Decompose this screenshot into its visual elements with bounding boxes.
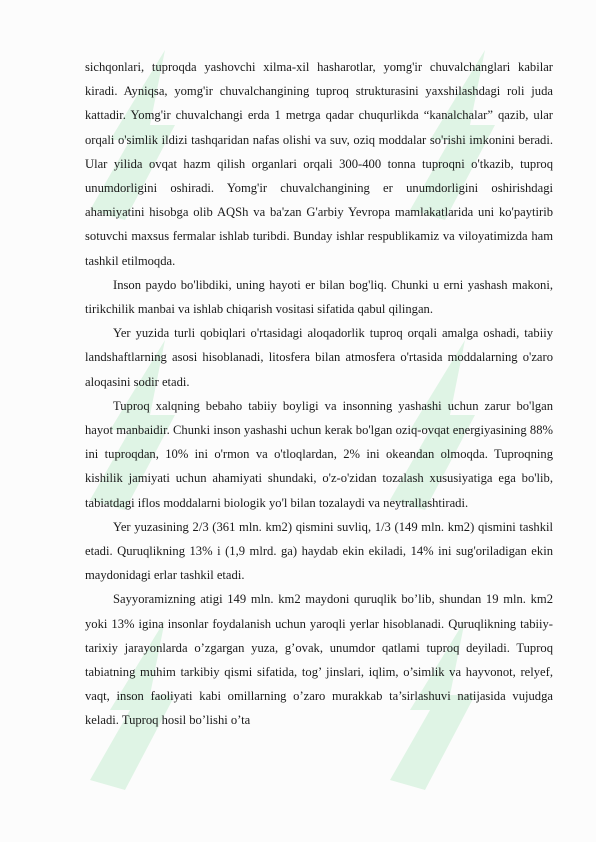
- paragraph-2: Inson paydo bo'libdiki, uning hayoti er bilan bog'liq. Chunki u erni yashash makoni, tirikchilik manbai va ishlab chiqarish vositasi sifatida qabul qilingan.: [85, 277, 553, 317]
- paragraph-4: Tuproq xalqning bebaho tabiiy boyligi va insonning yashashi uchun zarur bo'lgan hayot manbaidir. Chunki inson yashashi uchun kerak bo'lgan oziq-ovqat energiyasining 88% ini tuproqdan, 10% ini o'rmon va o'tloqlardan, 2% ini okeandan olmoqda. Tuproqning kishilik jamiyati uchun ahamiyati shundaki, o'z-o'zidan tozalash xususiyatiga ega bo'lib, tabiatdagi iflos moddalarni biologik yo'l bilan tozalaydi va neytrallashtiradi.: [85, 398, 553, 510]
- paragraph-3: Yer yuzida turli qobiqlari o'rtasidagi aloqadorlik tuproq orqali amalga oshadi, tabiiy landshaftlarning asosi hisoblanadi, litosfera bilan atmosfera o'rtasida moddalarning o'zaro aloqasini sodir etadi.: [85, 326, 553, 389]
- paragraph-1: sichqonlari, tuproqda yashovchi xilma-xil hasharotlar, yomg'ir chuvalchanglari kabilar kiradi. Ayniqsa, yomg'ir chuvalchangining tuproq strukturasini yaxshilashdagi roli juda kattadir. Yomg'ir chuvalchangi erda 1 metrga qadar chuqurlikda “kanalchalar” qazib, ular orqali o'simlik ildizi tashqaridan nafas olishi va suv, oziq moddalar so'rishi imkonini beradi. Ular yilida ovqat hazm qilish organlari orqali 300-400 tonna tuproqni o'tkazib, tuproq unumdorligini oshiradi. Yomg'ir chuvalchangining er unumdorligini oshirishdagi ahamiyatini hisobga olib AQSh va ba'zan G'arbiy Yevropa mamlakatlarida uni ko'paytirib sotuvchi maxsus fermalar ishlab turibdi. Bunday ishlar respublikamiz va viloyatimizda ham tashkil etilmoqda.: [85, 60, 553, 268]
- document-body: [85, 55, 553, 733]
- paragraph-6: Sayyoramizning atigi 149 mln. km2 maydoni quruqlik bo’lib, shundan 19 mln. km2 yoki 13% igina insonlar foydalanish uchun yaroqli yerlar hisoblanadi. Quruqlikning tabiiy-tarixiy jarayonlarda o’zgargan yuza, g’ovak, unumdor qatlami tuproq deyiladi. Tuproq tabiatning muhim tarkibiy qismi sifatida, tog’ jinslari, iqlim, o’simlik va hayvonot, relyef, vaqt, inson faoliyati kabi omillarning o’zaro murakkab ta’sirlashuvi natijasida vujudga keladi. Tuproq hosil bo’lishi o’ta: [85, 592, 553, 728]
- paragraph-5: Yer yuzasining 2/3 (361 mln. km2) qismini suvliq, 1/3 (149 mln. km2) qismini tashkil etadi. Quruqlikning 13% i (1,9 mlrd. ga) haydab ekin ekiladi, 14% ini sug'oriladigan ekin maydonidagi erlar tashkil etadi.: [85, 519, 553, 583]
